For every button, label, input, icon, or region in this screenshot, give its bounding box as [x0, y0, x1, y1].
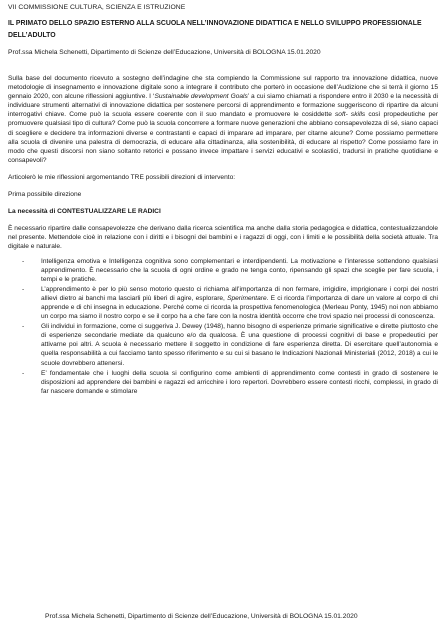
- bullet-list: [8, 257, 438, 396]
- list-item: [8, 285, 438, 321]
- list-item-text-post: . E ci ricorda l’importanza di dare un valore al corpo di chi apprende e di chi insegna in educazione. Perché come ci ricorda la prospettiva fenomenologica (Merleau Ponty, 1945) noi non abbiamo un corpo ma siamo il nostro corpo e se il corpo ha a che fare con la nostra identità occorre che trovi spazio nei processi di conoscenza.: [41, 294, 438, 321]
- section-intro-paragraph: È necessario ripartire dalle consapevolezze che derivano dalla ricerca scientifica ma anche dalla storia pedagogica e didattica, contestualizzandole nel presente. Mettendole cioè in relazione con i diritti e i bisogni dei bambini e i ragazzi di oggi, con i limiti e le possibilità della società attuale. Tra digitale e naturale.: [8, 225, 438, 251]
- list-item-text: E’ fondamentale che i luoghi della scuola si configurino come ambienti di apprendimento come contesti in grado di sostenere le disposizioni ad apprendere dei bambini e ragazzi ed arricchire i loro repertori. Dovrebbero essere contesti ricchi, complessi, in grado di far nascere domande e stimolare: [41, 369, 438, 395]
- bullet-dash: -: [22, 369, 25, 377]
- list-item: [8, 322, 438, 367]
- intro-text-3: così propedeutiche per promuovere qualsiasi tipo di cultura? Come può la scuola concorrere a formare nuove generazioni che abbiano consapevolezza di sé, siano capaci di scegliere e decidere tra informazioni diverse e contrastanti e capaci di imparare ad imparare, per citarne alcune? Come possiamo permettere alla scuola di divenire una palestra di democrazia, di educare alla cittadinanza, alla sostenibilità, di educare al rispetto? Come possiamo fare in modo che questi discorsi non siano soltanto retorici e possano invece impattare i servizi educativi e scolastici, tradursi in pratiche quotidiane e consapevoli?: [8, 111, 438, 164]
- author-line: Prof.ssa Michela Schenetti, Dipartimento di Scienze dell’Educazione, Università di BOLOGNA 15.01.2020: [8, 49, 321, 56]
- page-footer: Prof.ssa Michela Schenetti, Dipartimento di Scienze dell’Educazione, Università di BOLOGNA 15.01.2020: [45, 613, 358, 620]
- list-item-italic: Sperimentare: [227, 294, 267, 302]
- first-direction-label: Prima possibile direzione: [8, 191, 82, 199]
- bullet-dash: -: [22, 323, 25, 331]
- intro-text-2: ’ a cui siamo chiamati a rispondere entro il 2030 e la necessità di individuare strumenti alternativi di innovazione didattica per sostenere percorsi di apprendimento e formazione suggeriscono di ripartire da alcuni interrogativi chiave. Come può la scuola essere coerente con il suo mandato e promuovere le cosiddette: [8, 93, 439, 119]
- list-item: [8, 369, 438, 396]
- list-item-text: Intelligenza emotiva e Intelligenza cognitiva sono complementari e interdipendenti. La motivazione e l’interesse sottendono qualsiasi apprendimento. È necessario che la scuola di ogni ordine e grado ne tenga conto, ripensando gli spazi che sceglie per fare scuola, i tempi e le pratiche.: [41, 257, 438, 283]
- intro-paragraph: [8, 74, 438, 165]
- list-item-text-pre: L’apprendimento è per lo più senso motorio questo ci richiama all’importanza di non fermare, irrigidire, imprigionare i corpi dei nostri allievi dietro ai banchi ma lasciarli più liberi di agire, esplorare,: [41, 285, 438, 302]
- articulation-line: Articolerò le mie riflessioni argomentando TRE possibili direzioni di intervento:: [8, 173, 236, 181]
- list-item: [8, 257, 438, 284]
- bullet-dash: -: [22, 285, 25, 293]
- intro-text-1: Sulla base del documento ricevuto a sostegno dell’indagine che sta compiendo la Commissione sul rapporto tra innovazione didattica, nuove metodologie di insegnamento e innovazione digitale sono a integrare il contributo che porterò in occasione dell’Audizione che si terrà il giorno 15 gennaio 2020, con alcune riflessioni aggiuntive. I ‘: [8, 75, 438, 101]
- list-item-text: Gli individui in formazione, come ci suggeriva J. Dewey (1948), hanno bisogno di esperienze primarie significative e dirette piuttosto che di esperienze secondarie mediate da qualcuno e/o da qualcosa. È una questione di processi cognitivi di base e propedeutici per attivarne poi altri. A scuola è necessario mettere il soggetto in condizione di fare esperienza diretta. Di esercitare quell’autonomia e quella responsabilità a cui facciamo tanto spesso riferimento e su cui si basano le Indicazioni Nazionali Ministeriali (2012, 2018) a cui le scuole dovrebbero attenersi.: [41, 323, 438, 367]
- document-body: [8, 74, 438, 397]
- document-title: IL PRIMATO DELLO SPAZIO ESTERNO ALLA SCUOLA NELL’INNOVAZIONE DIDATTICA E NELLO SVILUPPO PROFESSIONALE DELL’ADULTO: [8, 20, 422, 39]
- intro-italic-softskills: soft- skills: [334, 111, 366, 119]
- commission-name: VII COMMISSIONE CULTURA, SCIENZA E ISTRUZIONE: [8, 4, 186, 11]
- section-heading: La necessità di CONTESTUALIZZARE LE RADICI: [8, 208, 161, 216]
- bullet-dash: -: [22, 257, 25, 265]
- intro-italic-sdg: Sustainable development Goals: [154, 93, 248, 101]
